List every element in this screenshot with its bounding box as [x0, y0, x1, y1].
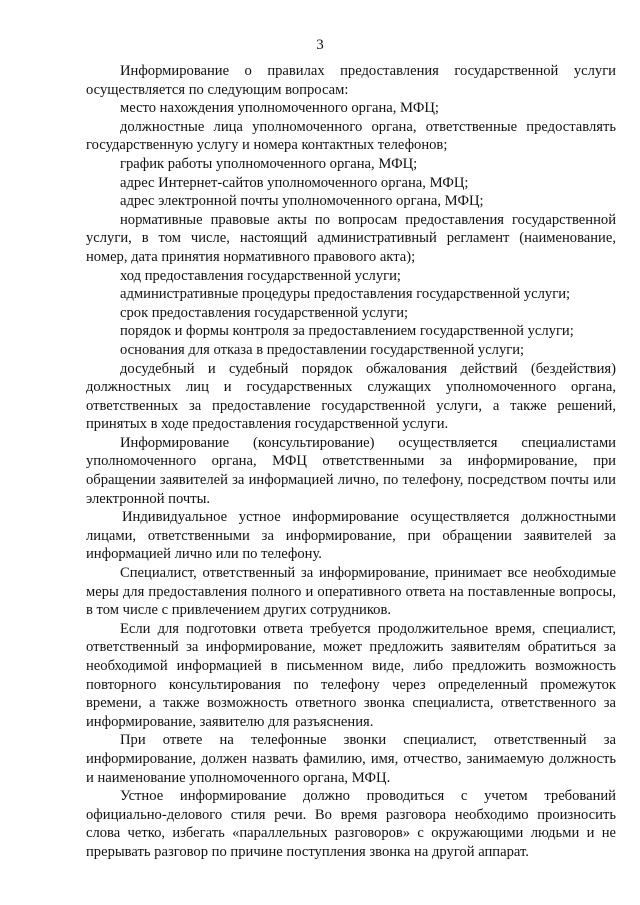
list-item: место нахождения уполномоченного органа, МФЦ;	[120, 100, 439, 117]
list-item: основания для отказа в предоставлении государственной услуги;	[120, 341, 525, 358]
paragraph: Специалист, ответственный за информирование, принимает все необходимые меры для предоставления полного и оперативного ответа на поставленные вопросы, в том числе с привлечением других сотрудников.	[86, 565, 616, 619]
list-item: нормативные правовые акты по вопросам предоставления государственной услуги, в том числе, настоящий административный регламент (наименование, номер, дата принятия нормативного правового акта);	[86, 211, 616, 265]
paragraph: Информирование (консультирование) осуществляется специалистами уполномоченного органа, МФЦ ответственными за информирование, при обращении заявителей за информацией лично, по телефону, посредством почты или электронной почты.	[86, 434, 616, 507]
paragraph: Устное информирование должно проводиться с учетом требований официально-делового стиля речи. Во время разговора необходимо произносить слова четко, избегать «параллельных разговоров» с окружающими людьми и не прерывать разговор по причине поступления звонка на другой аппарат.	[86, 788, 616, 860]
paragraph: При ответе на телефонные звонки специалист, ответственный за информирование, должен назвать фамилию, имя, отчество, занимаемую должность и наименование уполномоченного органа, МФЦ.	[86, 732, 616, 786]
page-number: 3	[316, 37, 324, 53]
list-item: адрес электронной почты уполномоченного органа, МФЦ;	[120, 193, 484, 210]
document-body	[86, 62, 616, 862]
paragraph: Если для подготовки ответа требуется продолжительное время, специалист, ответственный за информирование, может предложить заявителям обратиться за необходимой информацией в письменном виде, либо предложить возможность повторного консультирования по телефону через определенный промежуток времени, а также возможность ответного звонка специалиста, ответственного за информирование, заявителю для разъяснения.	[86, 620, 616, 730]
paragraph-intro: Информирование о правилах предоставления государственной услуги осуществляется по следующим вопросам:	[86, 63, 616, 98]
list-item: адрес Интернет-сайтов уполномоченного органа, МФЦ;	[120, 174, 469, 191]
list-item: должностные лица уполномоченного органа, ответственные предоставлять государственную услугу и номера контактных телефонов;	[86, 118, 616, 154]
list-item: порядок и формы контроля за предоставлением государственной услуги;	[120, 323, 574, 340]
list-item: график работы уполномоченного органа, МФЦ;	[120, 155, 418, 172]
list-item: досудебный и судебный порядок обжалования действий (бездействия) должностных лиц и государственных служащих уполномоченного органа, ответственных за предоставление государственной услуги, а также решений, принятых в ходе предоставления государственной услуги.	[86, 360, 616, 433]
paragraph: Индивидуальное устное информирование осуществляется должностными лицами, ответственными за информирование, при обращении заявителей за информацией лично или по телефону.	[86, 509, 616, 563]
list-item: срок предоставления государственной услуги;	[120, 304, 409, 321]
list-item: ход предоставления государственной услуги;	[120, 267, 401, 284]
list-item: административные процедуры предоставления государственной услуги;	[120, 286, 571, 303]
